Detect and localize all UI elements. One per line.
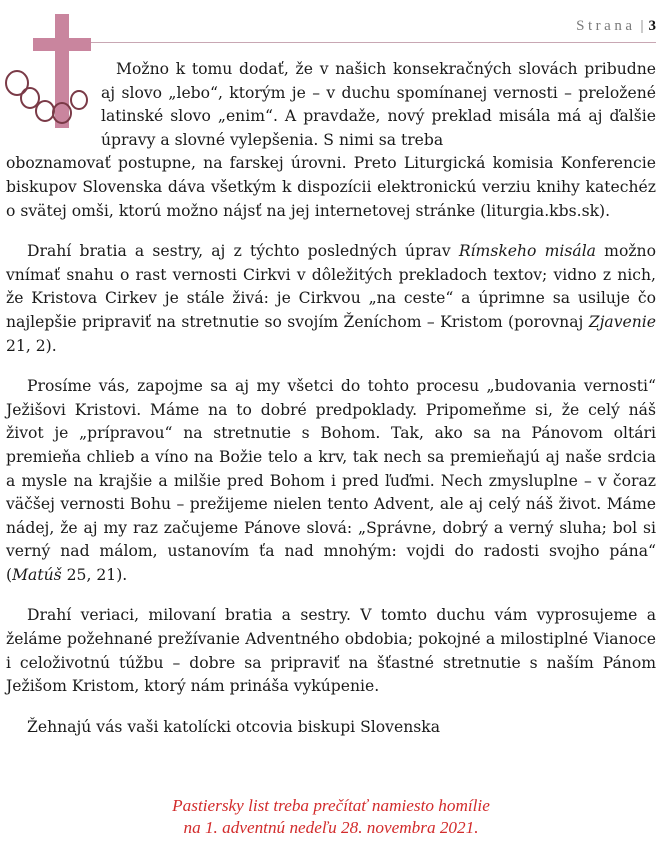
p2-emphasis-missal: Rímskeho misála <box>458 242 596 261</box>
page-label: Strana <box>576 18 636 34</box>
signature: Žehnajú vás vaši katolícki otcovia biskupi Slovenska <box>27 717 441 736</box>
paragraph-1-end: oboznamovať postupne, na farskej úrovni. Preto Liturgická komisia Konferencie biskupov Slovenska dáva všetkým k dispozícii elektronickú verziu knihy katechéz o svätej omši, ktorú možno nájsť na jej internetovej stránke (liturgia.kbs.sk). <box>6 154 656 220</box>
p3-text-b: 25, 21). <box>61 565 128 584</box>
reading-note-line-2: na 1. adventnú nedeľu 28. novembra 2021. <box>183 818 479 837</box>
reading-note-line-1: Pastiersky list treba prečítať namiesto homílie <box>172 796 490 815</box>
p3-text-a: Prosíme vás, zapojme sa aj my všetci do tohto procesu „budovania vernosti“ Ježišovi Kristovi. Máme na to dobré predpoklady. Pripomeňme si, že celý náš život je „prípravou“ na stretnutie s Bohom. Tak, ako sa na Pánovom oltári premieňa chlieb a víno na Božie telo a krv, tak nech sa premieňajú aj naše srdcia a mysle na krajšie a milšie pred Bohom i pred ľuďmi. Nech zmysluplne – v čoraz väčšej vernosti Bohu – prežijeme nielen tento Advent, ale aj celý náš život. Máme nádej, že aj my raz začujeme Pánove slová: „Správne, dobrý a verný sluha; bol si verný nad málom, ustanovím ťa nad mnohým: vojdi do radosti svojho pána“ ( <box>6 377 656 584</box>
paragraph-2 <box>6 240 656 358</box>
page-header <box>576 18 656 35</box>
paragraph-4: Drahí veriaci, milovaní bratia a sestry. V tomto duchu vám vyprosujeme a želáme požehnané prežívanie Adventného obdobia; pokojné a milostiplné Vianoce i celoživotnú túžbu – dobre sa pripraviť na šťastné stretnutie s naším Pánom Ježišom Kristom, ktorý nám prináša vykúpenie. <box>6 606 656 696</box>
p2-text-a: Drahí bratia a sestry, aj z týchto posledných úprav <box>27 242 459 261</box>
page-number: 3 <box>648 18 656 34</box>
paragraph-1-start: Možno k tomu dodať, že v našich konsekračných slovách pribudne aj slovo „lebo“, ktorým je – v duchu spomínanej vernosti – preložené latinské slovo „enim“. A pravdaže, nový preklad misála má aj ďalšie úpravy a slovné vylepšenia. S nimi sa treba <box>101 60 656 149</box>
p2-text-c: 21, 2). <box>6 336 57 355</box>
paragraph-3 <box>6 375 656 587</box>
reading-note <box>0 795 662 839</box>
header-rule <box>88 42 656 43</box>
p2-text-b: možno vnímať snahu o rast vernosti Cirkvi v dôležitých prekladoch textov; vidno z nich, že Kristova Cirkev je stále živá: je Cirkvou „na ceste“ a úprimne sa usiluje čo najlepšie pripraviť na stretnutie so svojím Ženíchom – Kristom (porovnaj <box>6 242 656 331</box>
letter-body <box>6 58 656 756</box>
p2-emphasis-revelation: Zjavenie <box>588 312 656 331</box>
p3-emphasis-matthew: Matúš <box>12 565 62 584</box>
header-separator: | <box>640 18 644 34</box>
